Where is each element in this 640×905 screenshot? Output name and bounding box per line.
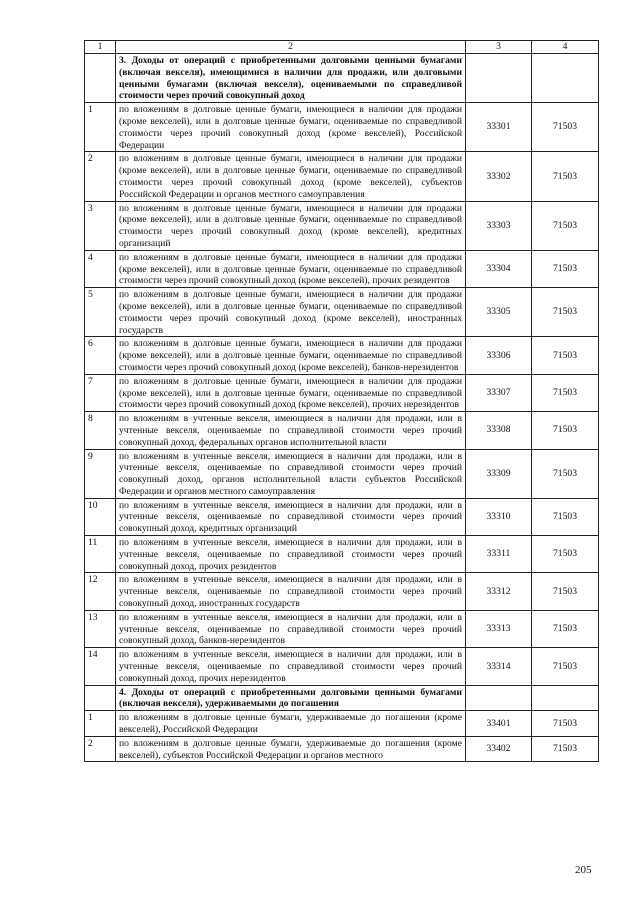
row-account: 71503 xyxy=(532,412,599,449)
row-description: по вложениям в долговые ценные бумаги, имеющиеся в наличии для продажи (кроме векселей), или в долговые ценные бумаги, оцениваемые по справедливой стоимости через прочий совокупный доход (кроме векселей), банков-нерезидентов xyxy=(116,337,466,374)
table-row xyxy=(85,250,599,287)
row-code xyxy=(466,685,532,711)
row-code: 33314 xyxy=(466,648,532,685)
row-account: 71503 xyxy=(532,610,599,647)
row-number: 4 xyxy=(85,250,116,287)
row-number: 2 xyxy=(85,152,116,201)
row-code: 33311 xyxy=(466,536,532,573)
header-col-1: 1 xyxy=(85,41,116,54)
row-number: 7 xyxy=(85,374,116,411)
row-account: 71503 xyxy=(532,152,599,201)
table-row xyxy=(85,412,599,449)
row-account: 71503 xyxy=(532,498,599,535)
row-code: 33302 xyxy=(466,152,532,201)
row-number: 13 xyxy=(85,610,116,647)
header-col-2: 2 xyxy=(116,41,466,54)
row-description: по вложениям в долговые ценные бумаги, имеющиеся в наличии для продажи (кроме векселей), или в долговые ценные бумаги, оцениваемые по справедливой стоимости через прочий совокупный доход (кроме векселей), кредитных организаций xyxy=(116,201,466,250)
row-code: 33310 xyxy=(466,498,532,535)
row-code: 33305 xyxy=(466,288,532,337)
row-description: по вложениям в учтенные векселя, имеющиеся в наличии для продажи, или в учтенные векселя, оцениваемые по справедливой стоимости через прочий совокупный доход, прочих резидентов xyxy=(116,536,466,573)
row-number: 11 xyxy=(85,536,116,573)
table-row xyxy=(85,610,599,647)
table-body xyxy=(85,41,599,762)
row-code xyxy=(466,54,532,103)
row-number: 1 xyxy=(85,103,116,152)
table-row xyxy=(85,337,599,374)
table-row xyxy=(85,152,599,201)
row-description: по вложениям в учтенные векселя, имеющиеся в наличии для продажи, или в учтенные векселя, оцениваемые по справедливой стоимости через прочий совокупный доход, органов исполнительной власти субъектов Российской Федерации и органов местного самоуправления xyxy=(116,449,466,498)
row-code: 33303 xyxy=(466,201,532,250)
row-code: 33401 xyxy=(466,711,532,737)
row-code: 33301 xyxy=(466,103,532,152)
table-row xyxy=(85,374,599,411)
row-number: 9 xyxy=(85,449,116,498)
row-description: по вложениям в долговые ценные бумаги, имеющиеся в наличии для продажи (кроме векселей), или в долговые ценные бумаги, оцениваемые по справедливой стоимости через прочий совокупный доход (кроме векселей), субъектов Российской Федерации и органов местного самоуправления xyxy=(116,152,466,201)
table-row xyxy=(85,201,599,250)
row-account: 71503 xyxy=(532,337,599,374)
table-row xyxy=(85,103,599,152)
header-col-4: 4 xyxy=(532,41,599,54)
row-code: 33309 xyxy=(466,449,532,498)
row-number: 8 xyxy=(85,412,116,449)
row-description: по вложениям в учтенные векселя, имеющиеся в наличии для продажи, или в учтенные векселя, оцениваемые по справедливой стоимости через прочий совокупный доход, прочих нерезидентов xyxy=(116,648,466,685)
row-account: 71503 xyxy=(532,250,599,287)
table-row xyxy=(85,449,599,498)
row-number: 12 xyxy=(85,573,116,610)
table-row xyxy=(85,498,599,535)
row-account xyxy=(532,685,599,711)
table-row xyxy=(85,573,599,610)
row-description: по вложениям в долговые ценные бумаги, имеющиеся в наличии для продажи (кроме векселей), или в долговые ценные бумаги, оцениваемые по справедливой стоимости через прочий совокупный доход (кроме векселей), прочих резидентов xyxy=(116,250,466,287)
section-header-row xyxy=(85,685,599,711)
row-number xyxy=(85,54,116,103)
row-description: по вложениям в долговые ценные бумаги, имеющиеся в наличии для продажи (кроме векселей), или в долговые ценные бумаги, оцениваемые по справедливой стоимости через прочий совокупный доход (кроме векселей), прочих нерезидентов xyxy=(116,374,466,411)
row-account: 71503 xyxy=(532,449,599,498)
row-account xyxy=(532,54,599,103)
page-number: 205 xyxy=(575,864,592,876)
row-code: 33402 xyxy=(466,736,532,762)
row-description: 3. Доходы от операций с приобретенными долговыми ценными бумагами (включая векселя), имеющимися в наличии для продажи, или долговыми ценными бумагами (включая векселя), оцениваемыми по справедливой стоимости через прочий совокупный доход xyxy=(116,54,466,103)
row-description: по вложениям в долговые ценные бумаги, удерживаемые до погашения (кроме векселей), Российской Федерации xyxy=(116,711,466,737)
row-code: 33308 xyxy=(466,412,532,449)
row-number xyxy=(85,685,116,711)
row-account: 71503 xyxy=(532,736,599,762)
row-description: по вложениям в учтенные векселя, имеющиеся в наличии для продажи, или в учтенные векселя, оцениваемые по справедливой стоимости через прочий совокупный доход, иностранных государств xyxy=(116,573,466,610)
row-account: 71503 xyxy=(532,648,599,685)
section-header-row xyxy=(85,54,599,103)
accounts-table xyxy=(84,40,599,762)
header-col-3: 3 xyxy=(466,41,532,54)
row-description: по вложениям в учтенные векселя, имеющиеся в наличии для продажи, или в учтенные векселя, оцениваемые по справедливой стоимости через прочий совокупный доход, федеральных органов исполнительной власти xyxy=(116,412,466,449)
table-row xyxy=(85,648,599,685)
document-page xyxy=(84,40,598,762)
row-code: 33313 xyxy=(466,610,532,647)
row-number: 14 xyxy=(85,648,116,685)
table-row xyxy=(85,736,599,762)
row-description: по вложениям в долговые ценные бумаги, удерживаемые до погашения (кроме векселей), субъектов Российской Федерации и органов местного xyxy=(116,736,466,762)
table-row xyxy=(85,536,599,573)
row-account: 71503 xyxy=(532,536,599,573)
table-row xyxy=(85,711,599,737)
row-number: 2 xyxy=(85,736,116,762)
row-code: 33306 xyxy=(466,337,532,374)
row-account: 71503 xyxy=(532,103,599,152)
row-code: 33312 xyxy=(466,573,532,610)
row-description: по вложениям в долговые ценные бумаги, имеющиеся в наличии для продажи (кроме векселей), или в долговые ценные бумаги, оцениваемые по справедливой стоимости через прочий совокупный доход (кроме векселей), иностранных государств xyxy=(116,288,466,337)
row-number: 5 xyxy=(85,288,116,337)
row-description: по вложениям в учтенные векселя, имеющиеся в наличии для продажи, или в учтенные векселя, оцениваемые по справедливой стоимости через прочий совокупный доход, банков-нерезидентов xyxy=(116,610,466,647)
table-header-row xyxy=(85,41,599,54)
row-account: 71503 xyxy=(532,711,599,737)
row-account: 71503 xyxy=(532,288,599,337)
row-number: 1 xyxy=(85,711,116,737)
row-account: 71503 xyxy=(532,201,599,250)
row-description: по вложениям в учтенные векселя, имеющиеся в наличии для продажи, или в учтенные векселя, оцениваемые по справедливой стоимости через прочий совокупный доход, кредитных организаций xyxy=(116,498,466,535)
row-number: 3 xyxy=(85,201,116,250)
row-account: 71503 xyxy=(532,573,599,610)
row-description: по вложениям в долговые ценные бумаги, имеющиеся в наличии для продажи (кроме векселей), или в долговые ценные бумаги, оцениваемые по справедливой стоимости через прочий совокупный доход (кроме векселей), Российской Федерации xyxy=(116,103,466,152)
row-account: 71503 xyxy=(532,374,599,411)
row-number: 6 xyxy=(85,337,116,374)
row-description: 4. Доходы от операций с приобретенными долговыми ценными бумагами (включая векселя), удерживаемыми до погашения xyxy=(116,685,466,711)
row-code: 33304 xyxy=(466,250,532,287)
table-row xyxy=(85,288,599,337)
row-number: 10 xyxy=(85,498,116,535)
row-code: 33307 xyxy=(466,374,532,411)
